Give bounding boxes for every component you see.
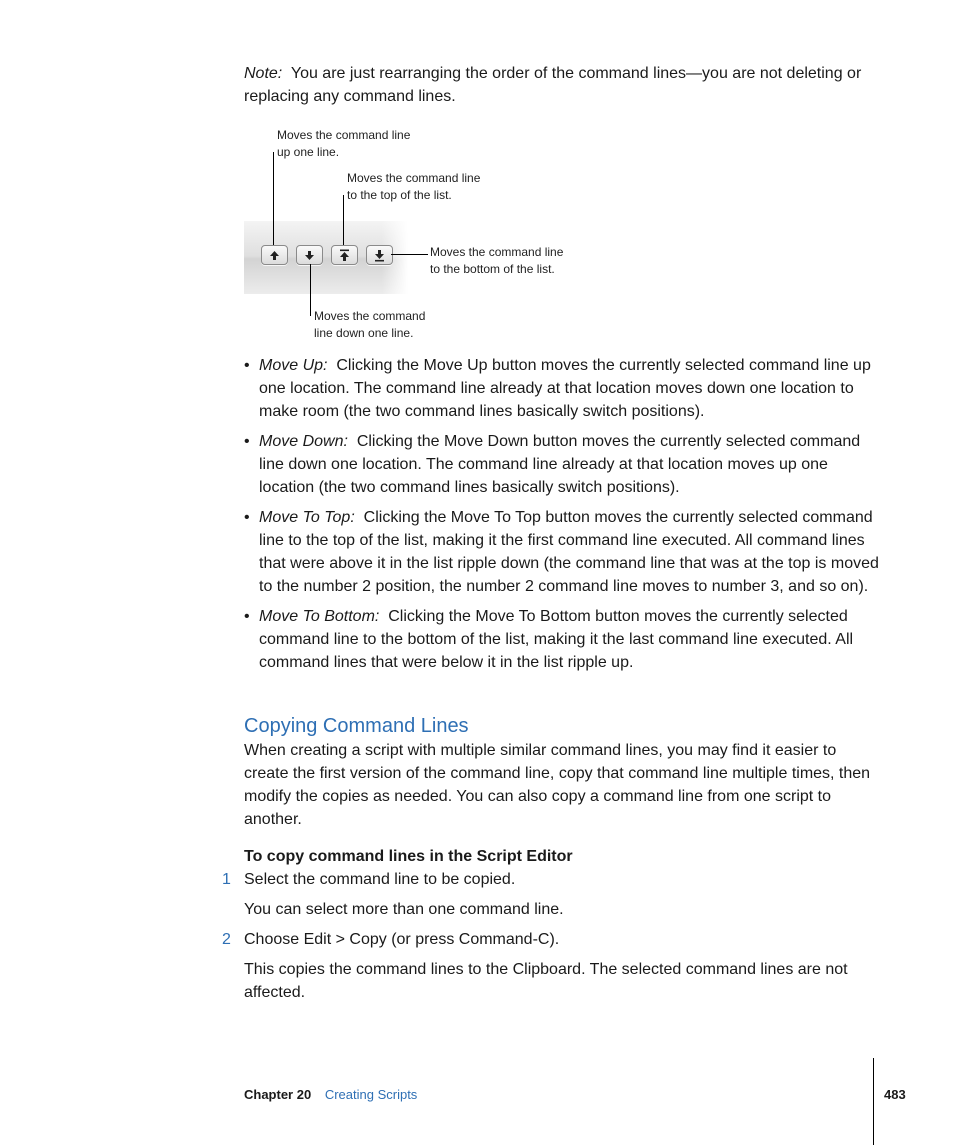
arrow-to-top-icon xyxy=(339,249,350,262)
list-item: • Move Down: Clicking the Move Down button moves the currently selected command line down one location. The command line already at that location moves up one location (the two command lines basically switch positions). xyxy=(244,433,861,496)
arrow-to-bottom-icon xyxy=(374,249,385,262)
step-text: Select the command line to be copied. xyxy=(244,871,516,888)
bullet-term: Move Down: xyxy=(259,433,348,450)
page-number: 483 xyxy=(884,1087,906,1102)
step-detail: You can select more than one command line. xyxy=(244,901,564,918)
callout-move-down: Moves the command line down one line. xyxy=(314,309,426,340)
arrow-down-icon xyxy=(304,250,315,261)
bullet-term: Move To Top: xyxy=(259,509,355,526)
move-up-button[interactable] xyxy=(261,245,288,265)
list-item: • Move Up: Clicking the Move Up button moves the currently selected command line up one location. The command line already at that location moves down one location to make room (the two command lines basically switch positions). xyxy=(244,357,871,420)
leader-line-bottom xyxy=(391,254,428,255)
callout-move-up: Moves the command line up one line. xyxy=(277,128,411,159)
footer-divider xyxy=(873,1058,874,1145)
move-down-button[interactable] xyxy=(296,245,323,265)
move-to-top-button[interactable] xyxy=(331,245,358,265)
bullet-term: Move Up: xyxy=(259,357,328,374)
bullet-text: Clicking the Move Down button moves the currently selected command line down one location. The command line already at that location moves up one location (the two command lines basically switch positions). xyxy=(259,433,861,496)
move-to-bottom-button[interactable] xyxy=(366,245,393,265)
callout-move-to-top: Moves the command line to the top of the list. xyxy=(347,171,481,202)
step-detail: This copies the command lines to the Clipboard. The selected command lines are not affected. xyxy=(244,961,848,1001)
leader-line-down xyxy=(310,264,311,316)
bullet-text: Clicking the Move Up button moves the currently selected command line up one location. The command line already at that location moves down one location to make room (the two command lines basically switch positions). xyxy=(259,357,871,420)
bullet-text: Clicking the Move To Top button moves the currently selected command line to the top of the list, making it the first command line executed. All command lines that were above it in the list ripple down (the command line that was at the top is moved to the number 2 position, the number 2 command line moves to number 3, and so on). xyxy=(259,509,879,595)
step-number: 1 xyxy=(222,871,231,888)
bullet-text: Clicking the Move To Bottom button moves the currently selected command line to the bottom of the list, making it the last command line executed. All command lines that were below it in the list ripple up. xyxy=(259,608,854,671)
note-text: You are just rearranging the order of the command lines—you are not deleting or replacing any command lines. xyxy=(244,65,862,105)
note-paragraph xyxy=(244,62,884,108)
note-label: Note: xyxy=(244,65,283,82)
task-heading: To copy command lines in the Script Editor xyxy=(244,848,573,865)
list-item: • Move To Bottom: Clicking the Move To Bottom button moves the currently selected command line to the bottom of the list, making it the last command line executed. All command lines that were below it in the list ripple up. xyxy=(244,608,854,671)
section-body: When creating a script with multiple similar command lines, you may find it easier to create the first version of the command line, copy that command line multiple times, then modify the copies as needed. You can also copy a command line from one script to another. xyxy=(244,742,871,828)
callout-move-to-bottom: Moves the command line to the bottom of the list. xyxy=(430,245,564,276)
leader-line-top xyxy=(343,195,344,245)
page-footer xyxy=(244,1087,417,1103)
chapter-title: Creating Scripts xyxy=(324,1087,418,1102)
section-heading: Copying Command Lines xyxy=(244,715,469,737)
list-item: • Move To Top: Clicking the Move To Top button moves the currently selected command line to the top of the list, making it the first command line executed. All command lines that were above it in the list ripple down (the command line that was at the top is moved to the number 2 position, the number 2 command line moves to number 3, and so on). xyxy=(244,509,879,595)
button-descriptions xyxy=(244,354,884,681)
chapter-number: Chapter 20 xyxy=(244,1087,312,1102)
step-number: 2 xyxy=(222,931,231,948)
step-text: Choose Edit > Copy (or press Command-C). xyxy=(244,931,560,948)
arrow-up-icon xyxy=(269,250,280,261)
bullet-term: Move To Bottom: xyxy=(259,608,380,625)
leader-line-up xyxy=(273,152,274,245)
